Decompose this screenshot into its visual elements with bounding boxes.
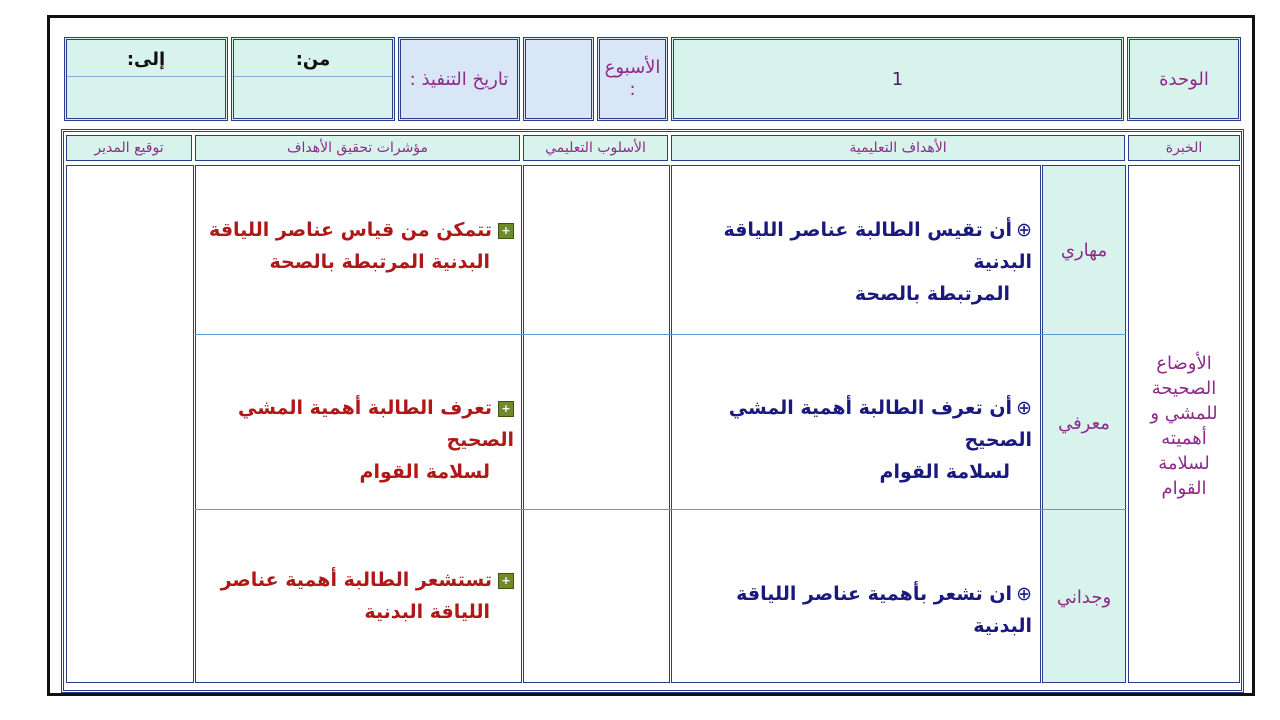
indicator-text: تستشعر الطالبة أهمية عناصر [220, 569, 492, 591]
domain-label-cognitive: معرفي [1058, 412, 1110, 434]
objective-text: المرتبطة بالصحة [854, 283, 1010, 305]
week-label-text: الأسبوع [604, 57, 661, 78]
green-square-icon: + [498, 223, 514, 239]
header-objectives: الأهداف التعليمية [671, 135, 1125, 161]
from-cell [231, 37, 395, 121]
objective-text: لسلامة القوام [879, 461, 1010, 483]
row-separator [195, 334, 1126, 335]
week-label-colon: : [629, 79, 636, 100]
indicator-line [200, 596, 514, 628]
week-value-cell [523, 37, 594, 121]
experience-line: القوام [1161, 478, 1207, 499]
header-method: الأسلوب التعليمي [523, 135, 668, 161]
indicator-text: تعرف الطالبة أهمية المشي الصحيح [238, 397, 514, 451]
indicator-text: تتمكن من قياس عناصر اللياقة [209, 219, 492, 241]
row-separator [195, 509, 1126, 510]
unit-label: الوحدة [1159, 68, 1209, 90]
objective-text: ان تشعر بأهمية عناصر اللياقة البدنية [736, 583, 1032, 637]
experience-line: الأوضاع [1156, 353, 1212, 374]
header-indicators: مؤشرات تحقيق الأهداف [195, 135, 520, 161]
objective-text: أن تعرف الطالبة أهمية المشي الصحيح [728, 397, 1032, 451]
objective-line [680, 456, 1032, 488]
indicator-line [200, 564, 514, 596]
indicator-skill [200, 214, 514, 278]
indicator-text: لسلامة القوام [359, 461, 490, 483]
green-square-icon: + [498, 573, 514, 589]
circle-plus-icon: ⊕ [1016, 583, 1032, 605]
exec-date-label-cell [398, 37, 520, 121]
circle-plus-icon: ⊕ [1016, 397, 1032, 419]
green-square-icon: + [498, 401, 514, 417]
objective-affective [680, 578, 1032, 642]
objective-text: أن تقيس الطالبة عناصر اللياقة البدنية [723, 219, 1032, 273]
from-divider [234, 76, 392, 77]
objective-line [680, 278, 1032, 310]
domain-label-affective: وجداني [1056, 586, 1112, 608]
experience-line: الصحيحة [1151, 378, 1217, 399]
principal-sign-column [66, 165, 194, 683]
indicator-line [190, 456, 514, 488]
circle-plus-icon: ⊕ [1016, 219, 1032, 241]
week-label [600, 40, 665, 118]
indicator-cognitive [190, 392, 514, 488]
experience-line: أهميته [1161, 428, 1207, 449]
unit-value: 1 [891, 68, 904, 90]
indicator-text: اللياقة البدنية [364, 601, 490, 623]
objective-line [680, 392, 1032, 456]
experience-line: لسلامة [1158, 453, 1210, 474]
domain-label-skill: مهاري [1060, 239, 1108, 261]
objective-line [680, 578, 1032, 642]
experience-line: للمشي و [1150, 403, 1218, 424]
unit-label-cell [1127, 37, 1241, 121]
indicator-line [190, 392, 514, 456]
from-label: من: [295, 48, 331, 70]
lesson-plan-frame [47, 15, 1255, 696]
objective-skill [680, 214, 1032, 310]
week-label-cell [597, 37, 668, 121]
header-principal-sign: توقيع المدير [66, 135, 192, 161]
to-cell [64, 37, 228, 121]
unit-value-cell [671, 37, 1124, 121]
objective-line [680, 214, 1032, 278]
method-column [523, 165, 670, 683]
to-divider [67, 76, 225, 77]
header-experience: الخبرة [1128, 135, 1240, 161]
to-label: إلى: [126, 48, 166, 70]
indicator-line [200, 246, 514, 278]
experience-cell [1128, 165, 1240, 683]
exec-date-label: تاريخ التنفيذ : [409, 68, 509, 90]
objective-cognitive [680, 392, 1032, 488]
indicator-affective [200, 564, 514, 628]
experience-text [1129, 351, 1239, 501]
indicator-text: البدنية المرتبطة بالصحة [269, 251, 490, 273]
indicator-line [200, 214, 514, 246]
